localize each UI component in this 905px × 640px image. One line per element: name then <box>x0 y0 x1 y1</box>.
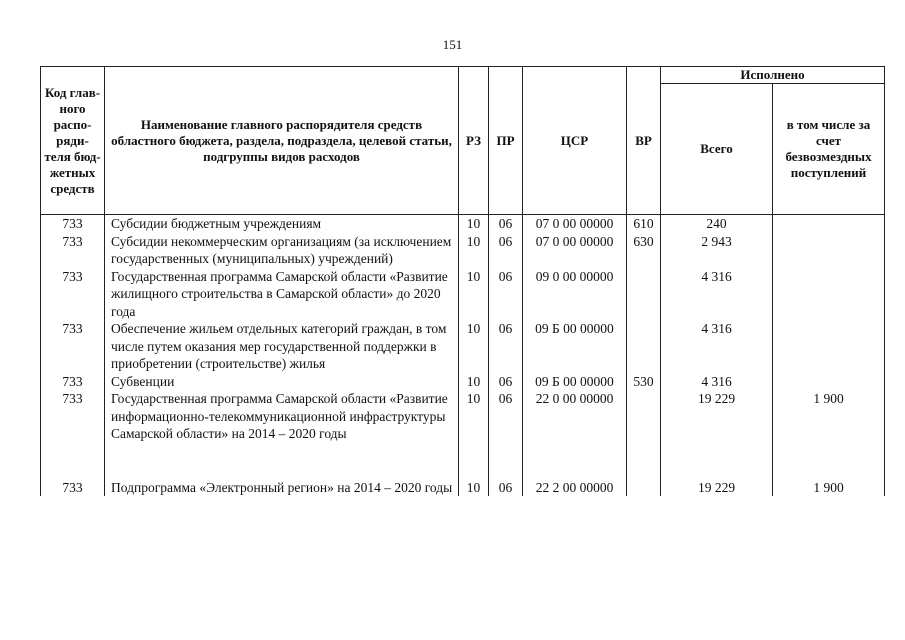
cell-bezvozmezd <box>773 268 885 321</box>
cell-vsego: 19 229 <box>661 479 773 497</box>
cell-csr: 09 0 00 00000 <box>523 268 627 321</box>
cell-bezvozmezd <box>773 215 885 233</box>
cell-bezvozmezd: 1 900 <box>773 390 885 443</box>
cell-kod: 733 <box>41 390 105 443</box>
cell-name: Государственная программа Самарской области «Развитие жилищного строительства в Самарской области» до 2020 года <box>105 268 459 321</box>
table-row <box>41 373 885 391</box>
cell-pr: 06 <box>489 390 523 443</box>
header-csr: ЦСР <box>523 67 627 215</box>
cell-kod: 733 <box>41 320 105 373</box>
cell-pr: 06 <box>489 268 523 321</box>
cell-kod: 733 <box>41 215 105 233</box>
cell-name: Обеспечение жильем отдельных категорий граждан, в том числе путем оказания мер государственной поддержки в приобретении (строительстве) жилья <box>105 320 459 373</box>
cell-vsego: 4 316 <box>661 373 773 391</box>
budget-execution-table <box>40 66 885 496</box>
cell-kod: 733 <box>41 373 105 391</box>
cell-vsego: 240 <box>661 215 773 233</box>
header-vr: ВР <box>627 67 661 215</box>
cell-vr <box>627 268 661 321</box>
header-rz: РЗ <box>459 67 489 215</box>
cell-vsego: 4 316 <box>661 268 773 321</box>
header-name: Наименование главного распорядителя средств областного бюджета, раздела, подраздела, целевой статьи, подгруппы видов расходов <box>105 67 459 215</box>
cell-pr: 06 <box>489 479 523 497</box>
cell-pr: 06 <box>489 233 523 268</box>
cell-name: Государственная программа Самарской области «Развитие информационно-телекоммуникационной инфраструктуры Самарской области» на 2014 – 2020 годы <box>105 390 459 443</box>
cell-rz: 10 <box>459 390 489 443</box>
cell-pr: 06 <box>489 320 523 373</box>
table-row <box>41 479 885 497</box>
cell-name: Субсидии бюджетным учреждениям <box>105 215 459 233</box>
header-kod: Код глав-ного распо-ряди-теля бюд-жетных средств <box>41 67 105 215</box>
cell-csr: 07 0 00 00000 <box>523 215 627 233</box>
cell-rz: 10 <box>459 373 489 391</box>
table-row <box>41 320 885 373</box>
cell-rz: 10 <box>459 233 489 268</box>
cell-vr: 610 <box>627 215 661 233</box>
page-number: 151 <box>442 37 463 52</box>
cell-rz: 10 <box>459 320 489 373</box>
header-vsego: Всего <box>661 84 773 215</box>
cell-vr <box>627 479 661 497</box>
cell-bezvozmezd <box>773 373 885 391</box>
cell-name: Субвенции <box>105 373 459 391</box>
header-pr: ПР <box>489 67 523 215</box>
cell-csr: 07 0 00 00000 <box>523 233 627 268</box>
cell-name: Субсидии некоммерческим организациям (за исключением государственных (муниципальных) учреждений) <box>105 233 459 268</box>
cell-vr <box>627 390 661 443</box>
cell-csr: 22 2 00 00000 <box>523 479 627 497</box>
cell-kod: 733 <box>41 479 105 497</box>
header-ispolneno: Исполнено <box>661 67 885 84</box>
table-row <box>41 268 885 321</box>
cell-csr: 09 Б 00 00000 <box>523 373 627 391</box>
cell-csr: 09 Б 00 00000 <box>523 320 627 373</box>
cell-vsego: 2 943 <box>661 233 773 268</box>
cell-vsego: 4 316 <box>661 320 773 373</box>
table-spacer-row <box>41 443 885 479</box>
cell-vr <box>627 320 661 373</box>
cell-bezvozmezd: 1 900 <box>773 479 885 497</box>
table-row <box>41 215 885 233</box>
cell-bezvozmezd <box>773 233 885 268</box>
table-row <box>41 390 885 443</box>
table-row <box>41 233 885 268</box>
cell-rz: 10 <box>459 268 489 321</box>
cell-kod: 733 <box>41 233 105 268</box>
cell-name: Подпрограмма «Электронный регион» на 2014 – 2020 годы <box>105 479 459 497</box>
cell-rz: 10 <box>459 479 489 497</box>
cell-pr: 06 <box>489 215 523 233</box>
cell-vr: 630 <box>627 233 661 268</box>
cell-bezvozmezd <box>773 320 885 373</box>
cell-kod: 733 <box>41 268 105 321</box>
cell-pr: 06 <box>489 373 523 391</box>
header-bezvozmezd: в том числе за счет безвозмездных поступлений <box>773 84 885 215</box>
cell-csr: 22 0 00 00000 <box>523 390 627 443</box>
cell-vr: 530 <box>627 373 661 391</box>
cell-rz: 10 <box>459 215 489 233</box>
cell-vsego: 19 229 <box>661 390 773 443</box>
